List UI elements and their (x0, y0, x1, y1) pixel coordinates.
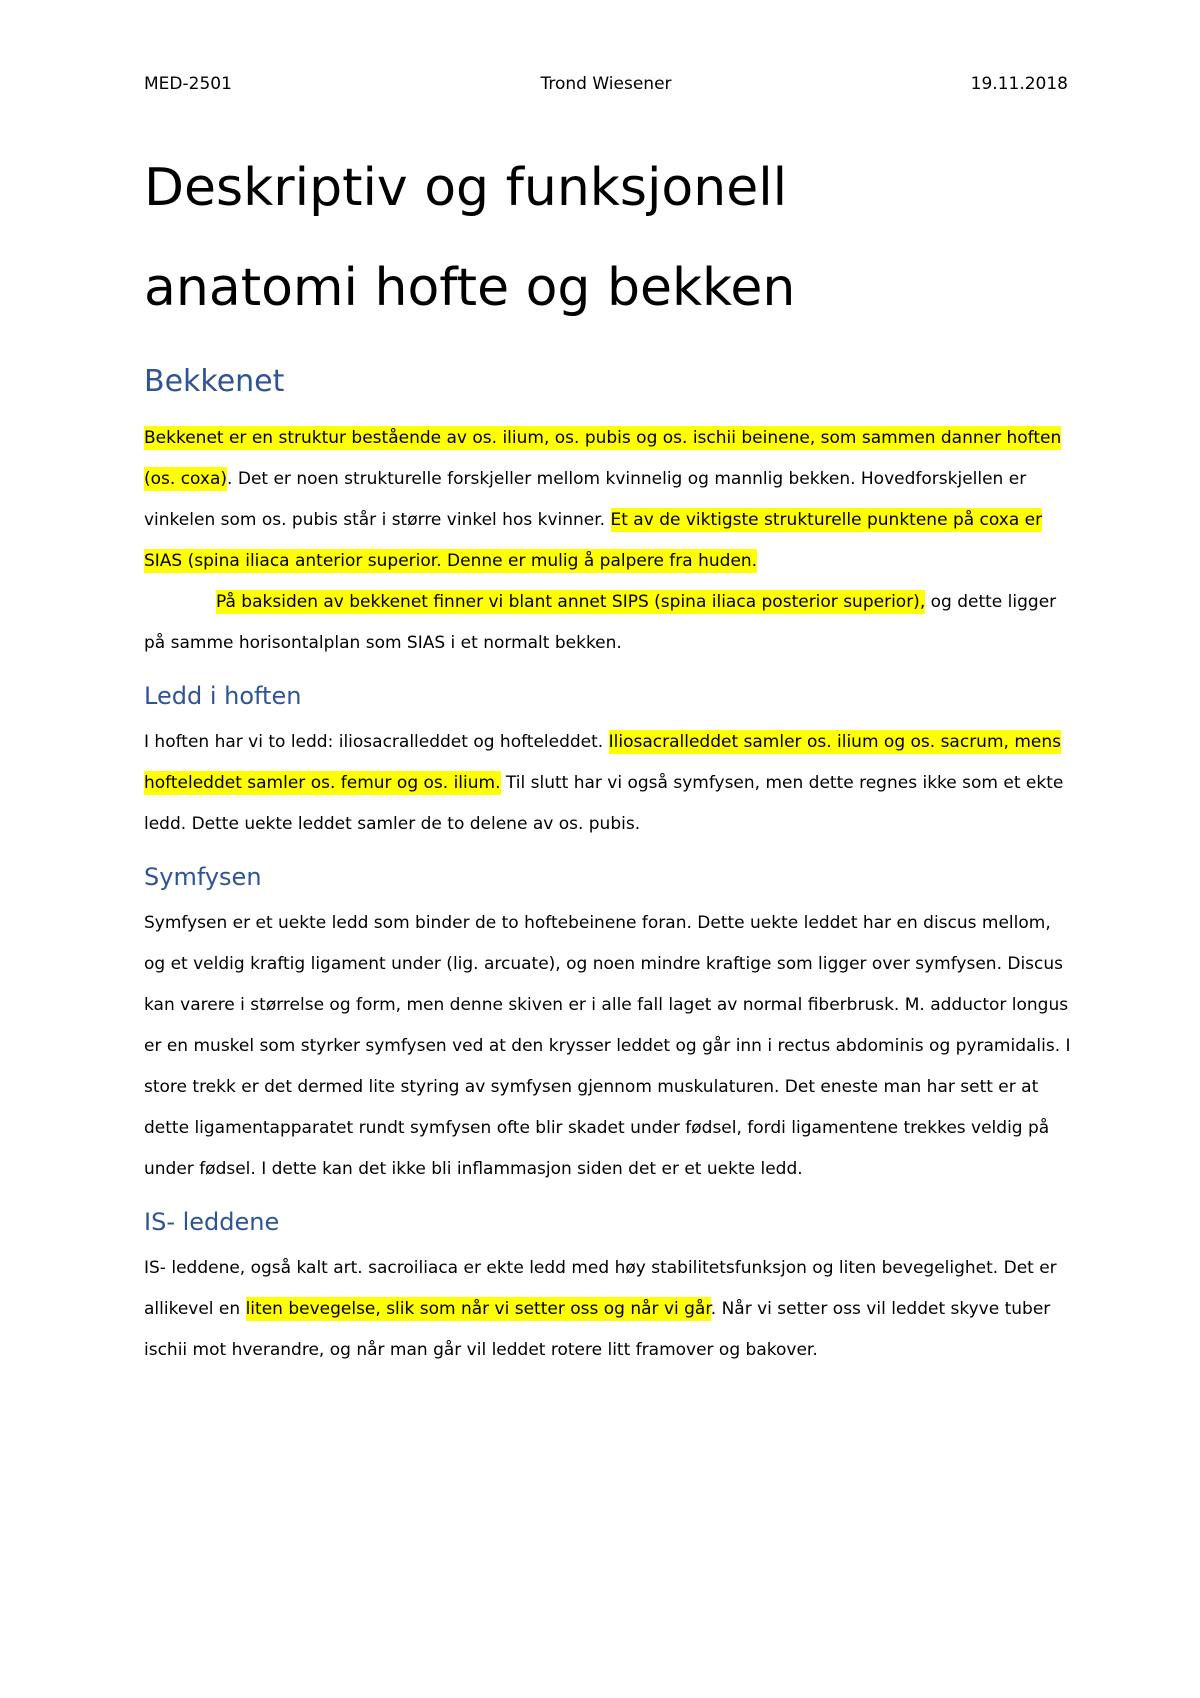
page-header (144, 74, 1068, 100)
highlight: På baksiden av bekkenet finner vi blant annet SIPS (spina iliaca posterior superior), (216, 592, 926, 612)
paragraph-ledd-1 (144, 722, 1074, 845)
section-bekkenet (144, 360, 1074, 664)
document-title (144, 138, 1084, 338)
paragraph-bekkenet-1 (144, 418, 1074, 582)
highlight: liten bevegelse, slik som når vi setter oss og når vi går (245, 1299, 711, 1319)
title-line-2: anatomi hofte og bekken (144, 258, 796, 318)
highlight: Bekkenet er en struktur bestående av os. ilium, os. pubis og os. ischii beinene, som sammen danner hoften (os. coxa) (144, 428, 1062, 489)
heading-ledd-i-hoften: Ledd i hoften (144, 682, 302, 710)
heading-is-leddene: IS- leddene (144, 1208, 280, 1236)
document-body (144, 360, 1074, 1371)
section-symfysen (144, 859, 1074, 1190)
paragraph-symfysen-1: Symfysen er et uekte ledd som binder de to hoftebeinene foran. Dette uekte leddet har en discus mellom, og et veldig kraftig ligament under (lig. arcuate), og noen mindre kraftige som ligger over symfysen. Discus kan varere i størrelse og form, men denne skiven er i alle fall laget av normal fiberbrusk. M. adductor longus er en muskel som styrker symfysen ved at den krysser leddet og går inn i rectus abdominis og pyramidalis. I store trekk er det dermed lite styring av symfysen gjennom muskulaturen. Det eneste man har sett er at dette ligamentapparatet rundt symfysen ofte blir skadet under fødsel, fordi ligamentene trekkes veldig på under fødsel. I dette kan det ikke bli inflammasjon siden det er et uekte ledd. (144, 913, 1071, 1179)
section-is-leddene (144, 1204, 1074, 1371)
paragraph-text: og dette ligger på samme horisontalplan som SIAS i et normalt bekken. (144, 592, 1057, 653)
heading-bekkenet: Bekkenet (144, 364, 285, 399)
header-course-code: MED-2501 (144, 74, 232, 94)
header-date: 19.11.2018 (970, 74, 1068, 94)
paragraph-bekkenet-2 (144, 582, 1074, 664)
header-author: Trond Wiesener (540, 74, 672, 94)
paragraph-is-1 (144, 1248, 1074, 1371)
paragraph-text: I hoften har vi to ledd: iliosacralleddet og hofteleddet. (144, 732, 609, 752)
highlight: Et av de viktigste strukturelle punktene på coxa er SIAS (spina iliaca anterior superior. Denne er mulig å palpere fra huden. (144, 510, 1043, 571)
paragraph-text: IS- leddene, også kalt art. sacroiliaca er ekte ledd med høy stabilitetsfunksjon og liten bevegelighet. Det er allikevel en (144, 1258, 1057, 1319)
section-ledd (144, 678, 1074, 845)
title-line-1: Deskriptiv og funksjonell (144, 158, 788, 218)
highlight: Iliosacralleddet samler os. ilium og os. sacrum, mens hofteleddet samler os. femur og os. ilium. (144, 732, 1061, 793)
paragraph-text: . Når vi setter oss vil leddet skyve tuber ischii mot hverandre, og når man går vil leddet rotere litt framover og bakover. (144, 1299, 1051, 1360)
paragraph-text: Til slutt har vi også symfysen, men dette regnes ikke som et ekte ledd. Dette uekte leddet samler de to delene av os. pubis. (144, 773, 1064, 834)
paragraph-text: . Det er noen strukturelle forskjeller mellom kvinnelig og mannlig bekken. Hovedforskjellen er vinkelen som os. pubis står i større vinkel hos kvinner. (144, 469, 1027, 530)
heading-symfysen: Symfysen (144, 863, 262, 891)
